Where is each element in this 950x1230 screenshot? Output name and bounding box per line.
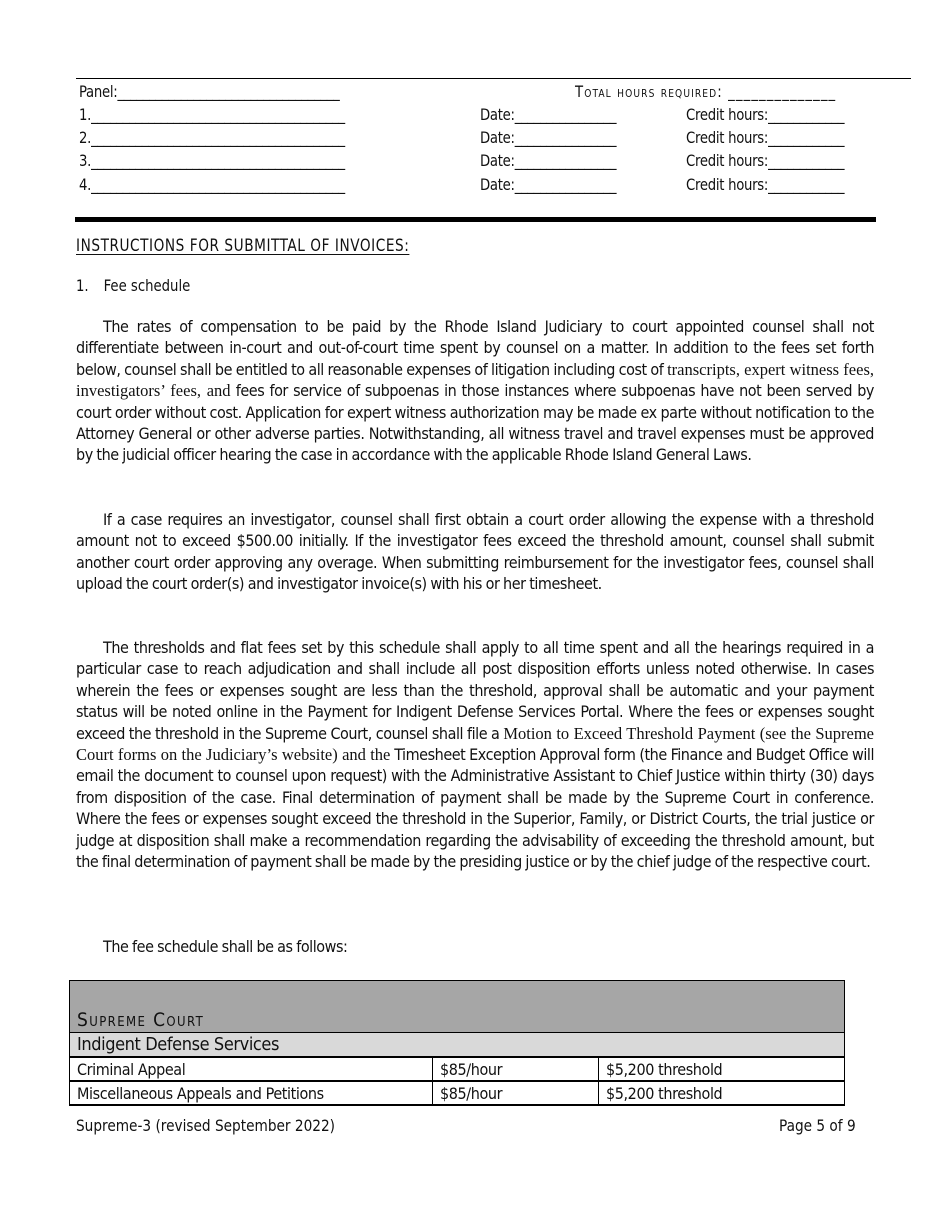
case-type-cell: Miscellaneous Appeals and Petitions bbox=[70, 1081, 433, 1105]
entry-field-3[interactable]: 3.________________________________________ bbox=[79, 151, 345, 170]
list-label: Fee schedule bbox=[103, 276, 191, 295]
credit-hours-field-1[interactable]: Credit hours:____________ bbox=[686, 105, 845, 124]
entry-field-2[interactable]: 2.________________________________________ bbox=[79, 128, 345, 147]
paragraph-text: Timesheet Exception Approval form (the Finance and Budget Office will email the document to counsel upon request) with the Administrative Assistant to Chief Justice within thirty (30) days from disposition of the case. Final determination of payment shall be made by the Supreme Court in conference. Where the fees or expenses sought exceed the threshold in the Superior, Family, or District Courts, the trial justice or judge at disposition shall make a recommendation regarding the advisability of exceeding the threshold amount, but the final determination of payment shall be made by the presiding justice or by the chief judge of the respective court. bbox=[76, 745, 874, 872]
court-name: Supreme Court bbox=[70, 981, 845, 1033]
paragraph-compensation bbox=[76, 316, 874, 466]
total-hours-field[interactable]: Total hours required: ______________ bbox=[575, 82, 837, 101]
date-field-1[interactable]: Date:________________ bbox=[480, 105, 617, 124]
paragraph-text-serif: Motion to Exceed Threshold Payment (see the Supreme Court forms on the Judiciary’s website) and the bbox=[76, 723, 874, 765]
service-name: Indigent Defense Services bbox=[70, 1033, 845, 1058]
credit-hours-field-4[interactable]: Credit hours:____________ bbox=[686, 175, 845, 194]
credit-hours-field-3[interactable]: Credit hours:____________ bbox=[686, 151, 845, 170]
paragraph-text: The rates of compensation to be paid by the Rhode Island Judiciary to court appointed counsel shall not differentiate between in-court and out-of-court time spent by counsel on a matter. In addition to the fees set forth below, counsel shall be entitled to all reasonable expenses of litigation including cost of bbox=[76, 317, 874, 379]
paragraph-text: fees for service of subpoenas in those instances where subpoenas have not been served by court order without cost. Application for expert witness authorization may be made ex parte without notification to the Attorney General or other adverse parties. Notwithstanding, all witness travel and travel expenses must be approved by the judicial officer hearing the case in accordance with the applicable Rhode Island General Laws. bbox=[76, 381, 874, 465]
rate-cell: $85/hour bbox=[433, 1057, 599, 1081]
footer-page-number: Page 5 of 9 bbox=[779, 1116, 856, 1135]
date-field-4[interactable]: Date:________________ bbox=[480, 175, 617, 194]
paragraph-investigator: If a case requires an investigator, counsel shall first obtain a court order allowing the expense with a threshold amount not to exceed $500.00 initially. If the investigator fees exceed the threshold amount, counsel shall submit another court order approving any overage. When submitting reimbursement for the investigator fees, counsel shall upload the court order(s) and investigator invoice(s) with his or her timesheet. bbox=[76, 510, 874, 594]
paragraph-thresholds bbox=[76, 637, 874, 872]
footer-form-id: Supreme-3 (revised September 2022) bbox=[76, 1116, 336, 1135]
paragraph-text: The thresholds and flat fees set by this schedule shall apply to all time spent and all the hearings required in a particular case to reach adjudication and shall include all post disposition efforts unless noted otherwise. In cases wherein the fees or expenses sought are less than the threshold, approval shall be automatic and your payment status will be noted online in the Payment for Indigent Defense Services Portal. Where the fees or expenses sought exceed the threshold in the Supreme Court, counsel shall file a bbox=[76, 638, 874, 743]
service-header-row bbox=[70, 1033, 845, 1058]
credit-hours-field-2[interactable]: Credit hours:____________ bbox=[686, 128, 845, 147]
rate-cell: $85/hour bbox=[433, 1081, 599, 1105]
panel-field[interactable]: Panel:___________________________________ bbox=[79, 82, 340, 101]
list-item-fee-schedule bbox=[76, 276, 190, 295]
threshold-cell: $5,200 threshold bbox=[599, 1081, 845, 1105]
instructions-heading: INSTRUCTIONS FOR SUBMITTAL OF INVOICES: bbox=[76, 236, 410, 255]
date-field-3[interactable]: Date:________________ bbox=[480, 151, 617, 170]
case-type-cell: Criminal Appeal bbox=[70, 1057, 433, 1081]
court-header-row bbox=[70, 981, 845, 1033]
threshold-cell: $5,200 threshold bbox=[599, 1057, 845, 1081]
entry-field-4[interactable]: 4.________________________________________ bbox=[79, 175, 345, 194]
top-rule bbox=[76, 78, 911, 79]
list-number: 1. bbox=[76, 276, 89, 295]
date-field-2[interactable]: Date:________________ bbox=[480, 128, 617, 147]
table-row bbox=[70, 1081, 845, 1105]
paragraph-fee-intro: The fee schedule shall be as follows: bbox=[103, 937, 348, 956]
section-divider bbox=[75, 217, 876, 222]
fee-schedule-table bbox=[69, 980, 845, 1106]
table-row bbox=[70, 1057, 845, 1081]
entry-field-1[interactable]: 1.________________________________________ bbox=[79, 105, 345, 124]
paragraph-text-serif: transcripts, expert witness fees, investigators’ fees, and bbox=[76, 359, 874, 401]
